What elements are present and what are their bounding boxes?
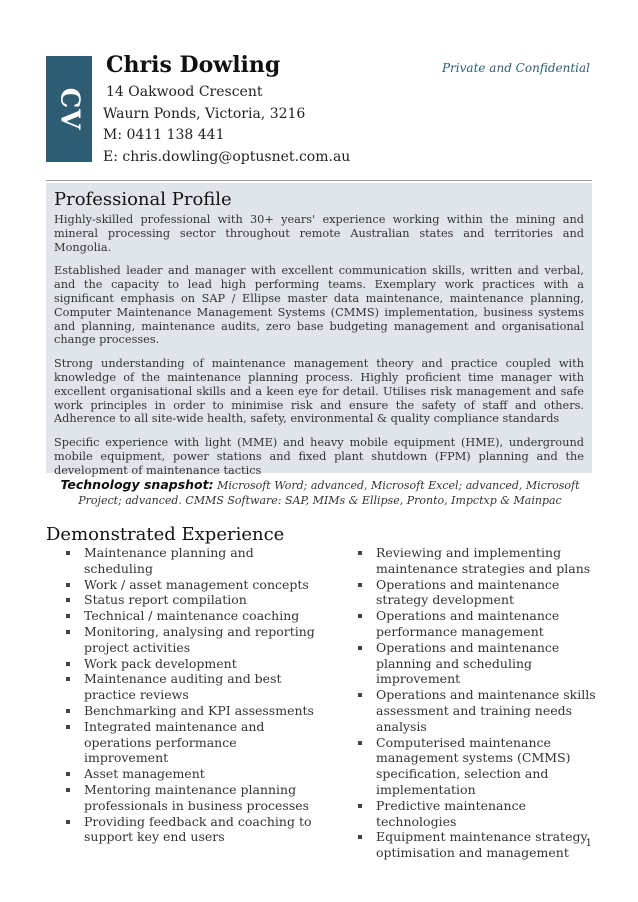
candidate-name: Chris Dowling [106,52,281,78]
experience-list-left [66,545,316,845]
list-item: Computerised maintenance management systems (CMMS) specification, selection and implementation [358,735,598,798]
contact-email: E: chris.dowling@optusnet.com.au [103,148,351,165]
professional-profile-section [46,183,592,477]
profile-paragraph: Established leader and manager with excellent communication skills, written and verbal, and the capacity to lead high performing teams. Exemplary work practices with a significant emphasis on SAP / Ellipse master data maintenance, maintenance planning, Computer Maintenance Management Systems (CMMS) implementation, business systems and planning, maintenance audits, zero base budgeting management and organisational change processes. [54,264,584,347]
list-item: Maintenance planning and scheduling [66,545,316,577]
confidential-note: Private and Confidential [441,61,590,75]
contact-address-line-1: 14 Oakwood Crescent [106,84,263,100]
contact-address-line-2: Waurn Ponds, Victoria, 3216 [103,105,306,122]
header-divider [46,180,592,181]
technology-text: Microsoft Word; advanced, Microsoft Excel; advanced, Microsoft Project; advanced. CMMS Software: SAP, MIMs & Ellipse, Pronto, Impctxp & Mainpac [78,479,580,507]
list-item: Asset management [66,766,316,782]
list-item: Operations and maintenance skills assessment and training needs analysis [358,687,598,734]
list-item: Operations and maintenance strategy development [358,577,598,609]
list-item: Maintenance auditing and best practice reviews [66,671,316,703]
technology-label: Technology snapshot: [60,477,214,492]
technology-snapshot [60,478,580,508]
experience-list-right [358,545,598,861]
page-number: 1 [585,838,592,849]
list-item: Equipment maintenance strategy optimisation and management [358,829,598,861]
cv-tab-label: CV [54,87,84,131]
list-item: Monitoring, analysing and reporting project activities [66,624,316,656]
list-item: Providing feedback and coaching to support key end users [66,814,316,846]
contact-block [103,82,350,168]
profile-paragraph: Specific experience with light (MME) and heavy mobile equipment (HME), underground mobile equipment, power stations and fixed plant shutdown (FPM) planning and the development of maintenance tactics [54,436,584,477]
list-item: Work pack development [66,656,316,672]
list-item: Status report compilation [66,592,316,608]
list-item: Benchmarking and KPI assessments [66,703,316,719]
list-item: Work / asset management concepts [66,577,316,593]
contact-mobile: M: 0411 138 441 [103,127,225,143]
profile-paragraph: Strong understanding of maintenance management theory and practice coupled with knowledge of the maintenance planning process. Highly proficient time manager with excellent organisational skills and a keen eye for detail. Utilises risk management and safe work principles in order to minimise risk and ensure the safety of staff and others. Adherence to all site-wide health, safety, environmental & quality compliance standards [54,357,584,426]
list-item: Mentoring maintenance planning professionals in business processes [66,782,316,814]
list-item: Reviewing and implementing maintenance strategies and plans [358,545,598,577]
list-item: Technical / maintenance coaching [66,608,316,624]
list-item: Operations and maintenance performance management [358,608,598,640]
cv-tab [46,56,92,162]
profile-paragraph: Highly-skilled professional with 30+ years' experience working within the mining and mineral processing sector throughout remote Australian states and territories and Mongolia. [54,213,584,254]
profile-heading: Professional Profile [54,189,232,210]
list-item: Integrated maintenance and operations performance improvement [66,719,316,766]
list-item: Operations and maintenance planning and scheduling improvement [358,640,598,687]
experience-heading: Demonstrated Experience [46,524,285,545]
list-item: Predictive maintenance technologies [358,798,598,830]
